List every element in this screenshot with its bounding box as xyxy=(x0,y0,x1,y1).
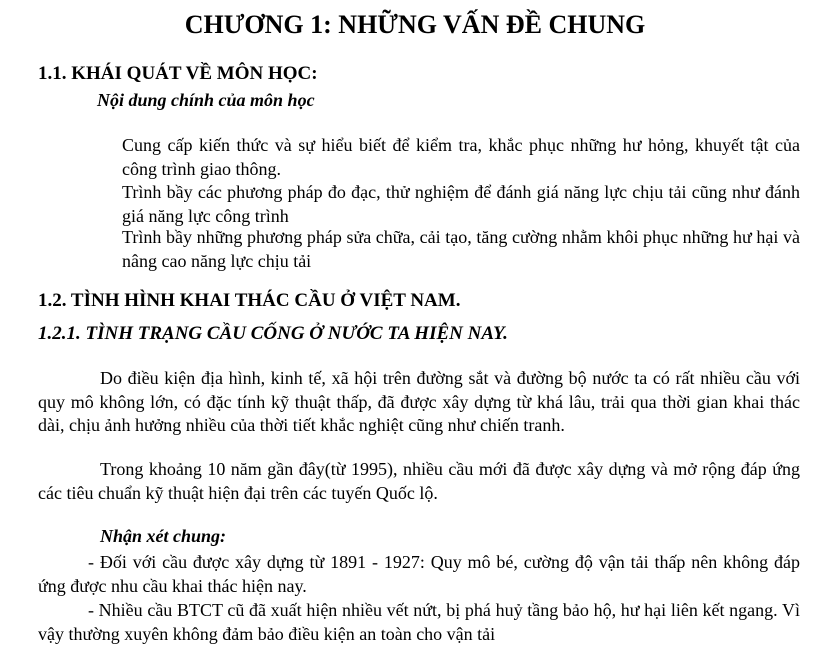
body-paragraph-2: Trong khoảng 10 năm gần đây(từ 1995), nhiều cầu mới đã được xây dựng và mở rộng đáp ứng các tiêu chuẩn kỹ thuật hiện đại trên các tuyến Quốc lộ. xyxy=(38,459,800,503)
body-paragraph-1: Do điều kiện địa hình, kinh tế, xã hội trên đường sắt và đường bộ nước ta có rất nhiều cầu với quy mô không lớn, có đặc tính kỹ thuật thấp, đã được xây dựng từ khá lâu, trải qua thời gian khai thác dài, chịu ảnh hưởng nhiều của thời tiết khắc nghiệt cũng như chiến tranh. xyxy=(38,368,800,435)
remark-item-1: - Đối với cầu được xây dựng từ 1891 - 1927: Quy mô bé, cường độ vận tải thấp nên không đáp ứng được nhu cầu khai thác hiện nay. xyxy=(38,552,800,596)
content-item-3: Trình bầy những phương pháp sửa chữa, cải tạo, tăng cường nhằm khôi phục những hư hại và nâng cao năng lực chịu tải xyxy=(122,227,800,271)
section-1-2-1-heading: 1.2.1. TÌNH TRẠNG CẦU CỐNG Ở NƯỚC TA HIỆN NAY. xyxy=(38,323,508,344)
content-item-1: Cung cấp kiến thức và sự hiểu biết để kiểm tra, khắc phục những hư hỏng, khuyết tật của công trình giao thông. xyxy=(122,135,800,179)
section-1-1-subheading: Nội dung chính của môn học xyxy=(97,90,315,110)
chapter-title: CHƯƠNG 1: NHỮNG VẤN ĐỀ CHUNG xyxy=(184,10,646,39)
section-1-1-heading: 1.1. KHÁI QUÁT VỀ MÔN HỌC: xyxy=(38,63,318,84)
remarks-heading: Nhận xét chung: xyxy=(100,526,227,546)
remark-item-2: - Nhiều cầu BTCT cũ đã xuất hiện nhiều vết nứt, bị phá huỷ tầng bảo hộ, hư hại liên kết ngang. Vì vậy thường xuyên không đảm bảo điều kiện an toàn cho vận tải xyxy=(38,600,800,644)
section-1-2-heading: 1.2. TÌNH HÌNH KHAI THÁC CẦU Ở VIỆT NAM. xyxy=(38,290,461,311)
content-item-2: Trình bầy các phương pháp đo đạc, thử nghiệm để đánh giá năng lực chịu tải cũng như đánh giá năng lực công trình xyxy=(122,182,800,226)
